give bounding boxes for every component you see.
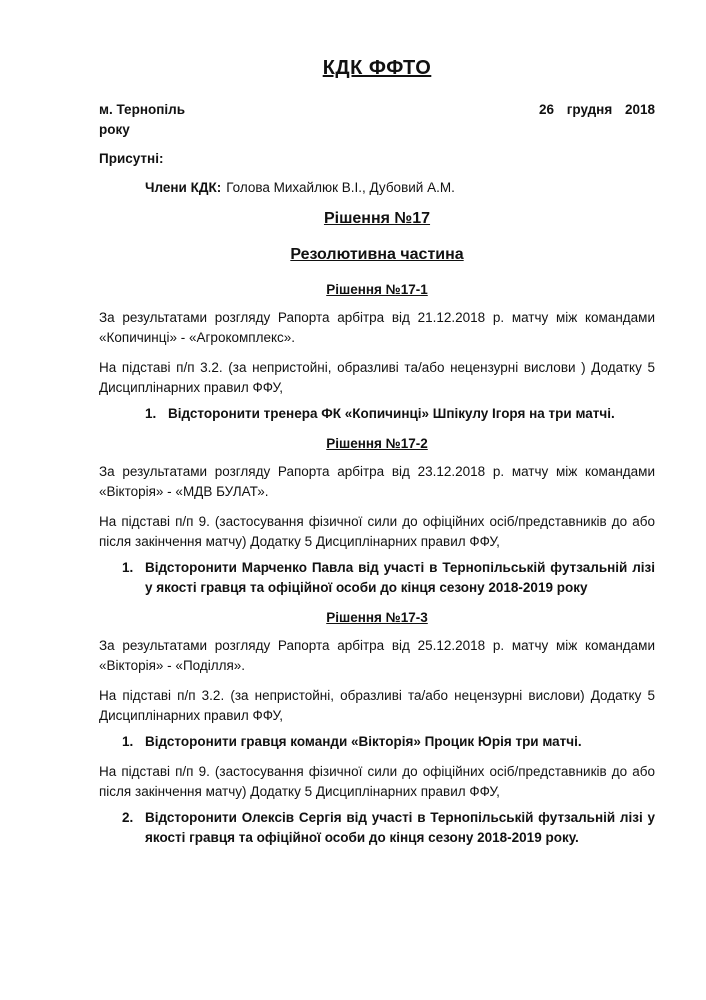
members-line xyxy=(145,178,655,198)
list-item-text: Відсторонити гравця команди «Вікторія» Процик Юрія три матчі. xyxy=(145,734,582,749)
list-item xyxy=(122,558,655,598)
paragraph: На підставі п/п 9. (застосування фізичної сили до офіційних осіб/представників до або після закінчення матчу) Додатку 5 Дисциплінарних правил ФФУ, xyxy=(99,764,655,799)
list-item-number: 1. xyxy=(122,734,134,749)
paragraph: За результатами розгляду Рапорта арбітра від 21.12.2018 р. матчу між командами «Копичинці» - «Агрокомплекс». xyxy=(99,310,655,345)
paragraph: На підставі п/п 3.2. (за непристойні, образливі та/або нецензурні вислови) Додатку 5 Дисциплінарних правил ФФУ, xyxy=(99,688,655,723)
paragraph: За результатами розгляду Рапорта арбітра від 25.12.2018 р. матчу між командами «Вікторія» - «Поділля». xyxy=(99,638,655,673)
list-item-text: Відсторонити Олексів Сергія від участі в Тернопільській футзальній лізі у якості гравця та офіційної особи до кінця сезону 2018-2019 року. xyxy=(145,810,655,845)
section-decision-17-1 xyxy=(99,280,655,424)
members-names: Голова Михайлюк В.І., Дубовий А.М. xyxy=(226,180,455,195)
list-item-number: 1. xyxy=(145,406,157,421)
paragraph: На підставі п/п 3.2. (за непристойні, образливі та/або нецензурні вислови ) Додатку 5 Дисциплінарних правил ФФУ, xyxy=(99,360,655,395)
members-label: Члени КДК: xyxy=(145,180,222,195)
decision-title: Рішення №17 xyxy=(323,210,431,227)
section-decision-17-3 xyxy=(99,608,655,848)
list-item xyxy=(122,732,655,752)
paragraph: За результатами розгляду Рапорта арбітра від 23.12.2018 р. матчу між командами «Вікторія» - «МДВ БУЛАТ». xyxy=(99,464,655,499)
place-text: м. Тернопіль xyxy=(99,102,185,117)
list-item-text: Відсторонити Марченко Павла від участі в Тернопільській футзальній лізі у якості гравця та офіційної особи до кінця сезону 2018-2019 року xyxy=(145,560,655,595)
date-wrap-text: року xyxy=(99,122,130,137)
paragraph: На підставі п/п 9. (застосування фізичної сили до офіційних осіб/представників до або після закінчення матчу) Додатку 5 Дисциплінарних правил ФФУ, xyxy=(99,514,655,549)
page-title: КДК ФФТО xyxy=(322,57,432,79)
list-item-text: Відсторонити тренера ФК «Копичинці» Шпікулу Ігоря на три матчі. xyxy=(168,406,615,421)
section-heading: Рішення №17-3 xyxy=(326,610,428,625)
list-item-number: 1. xyxy=(122,560,134,575)
present-label: Присутні: xyxy=(99,151,164,166)
section-heading: Рішення №17-2 xyxy=(326,436,428,451)
resolution-title: Резолютивна частина xyxy=(290,246,464,263)
section-decision-17-2 xyxy=(99,434,655,598)
section-heading: Рішення №17-1 xyxy=(326,282,428,297)
list-item-number: 2. xyxy=(122,810,134,825)
list-item xyxy=(122,808,655,848)
list-item xyxy=(145,404,655,424)
date-text: 26 грудня 2018 xyxy=(538,102,655,117)
place-date-line xyxy=(99,100,655,120)
